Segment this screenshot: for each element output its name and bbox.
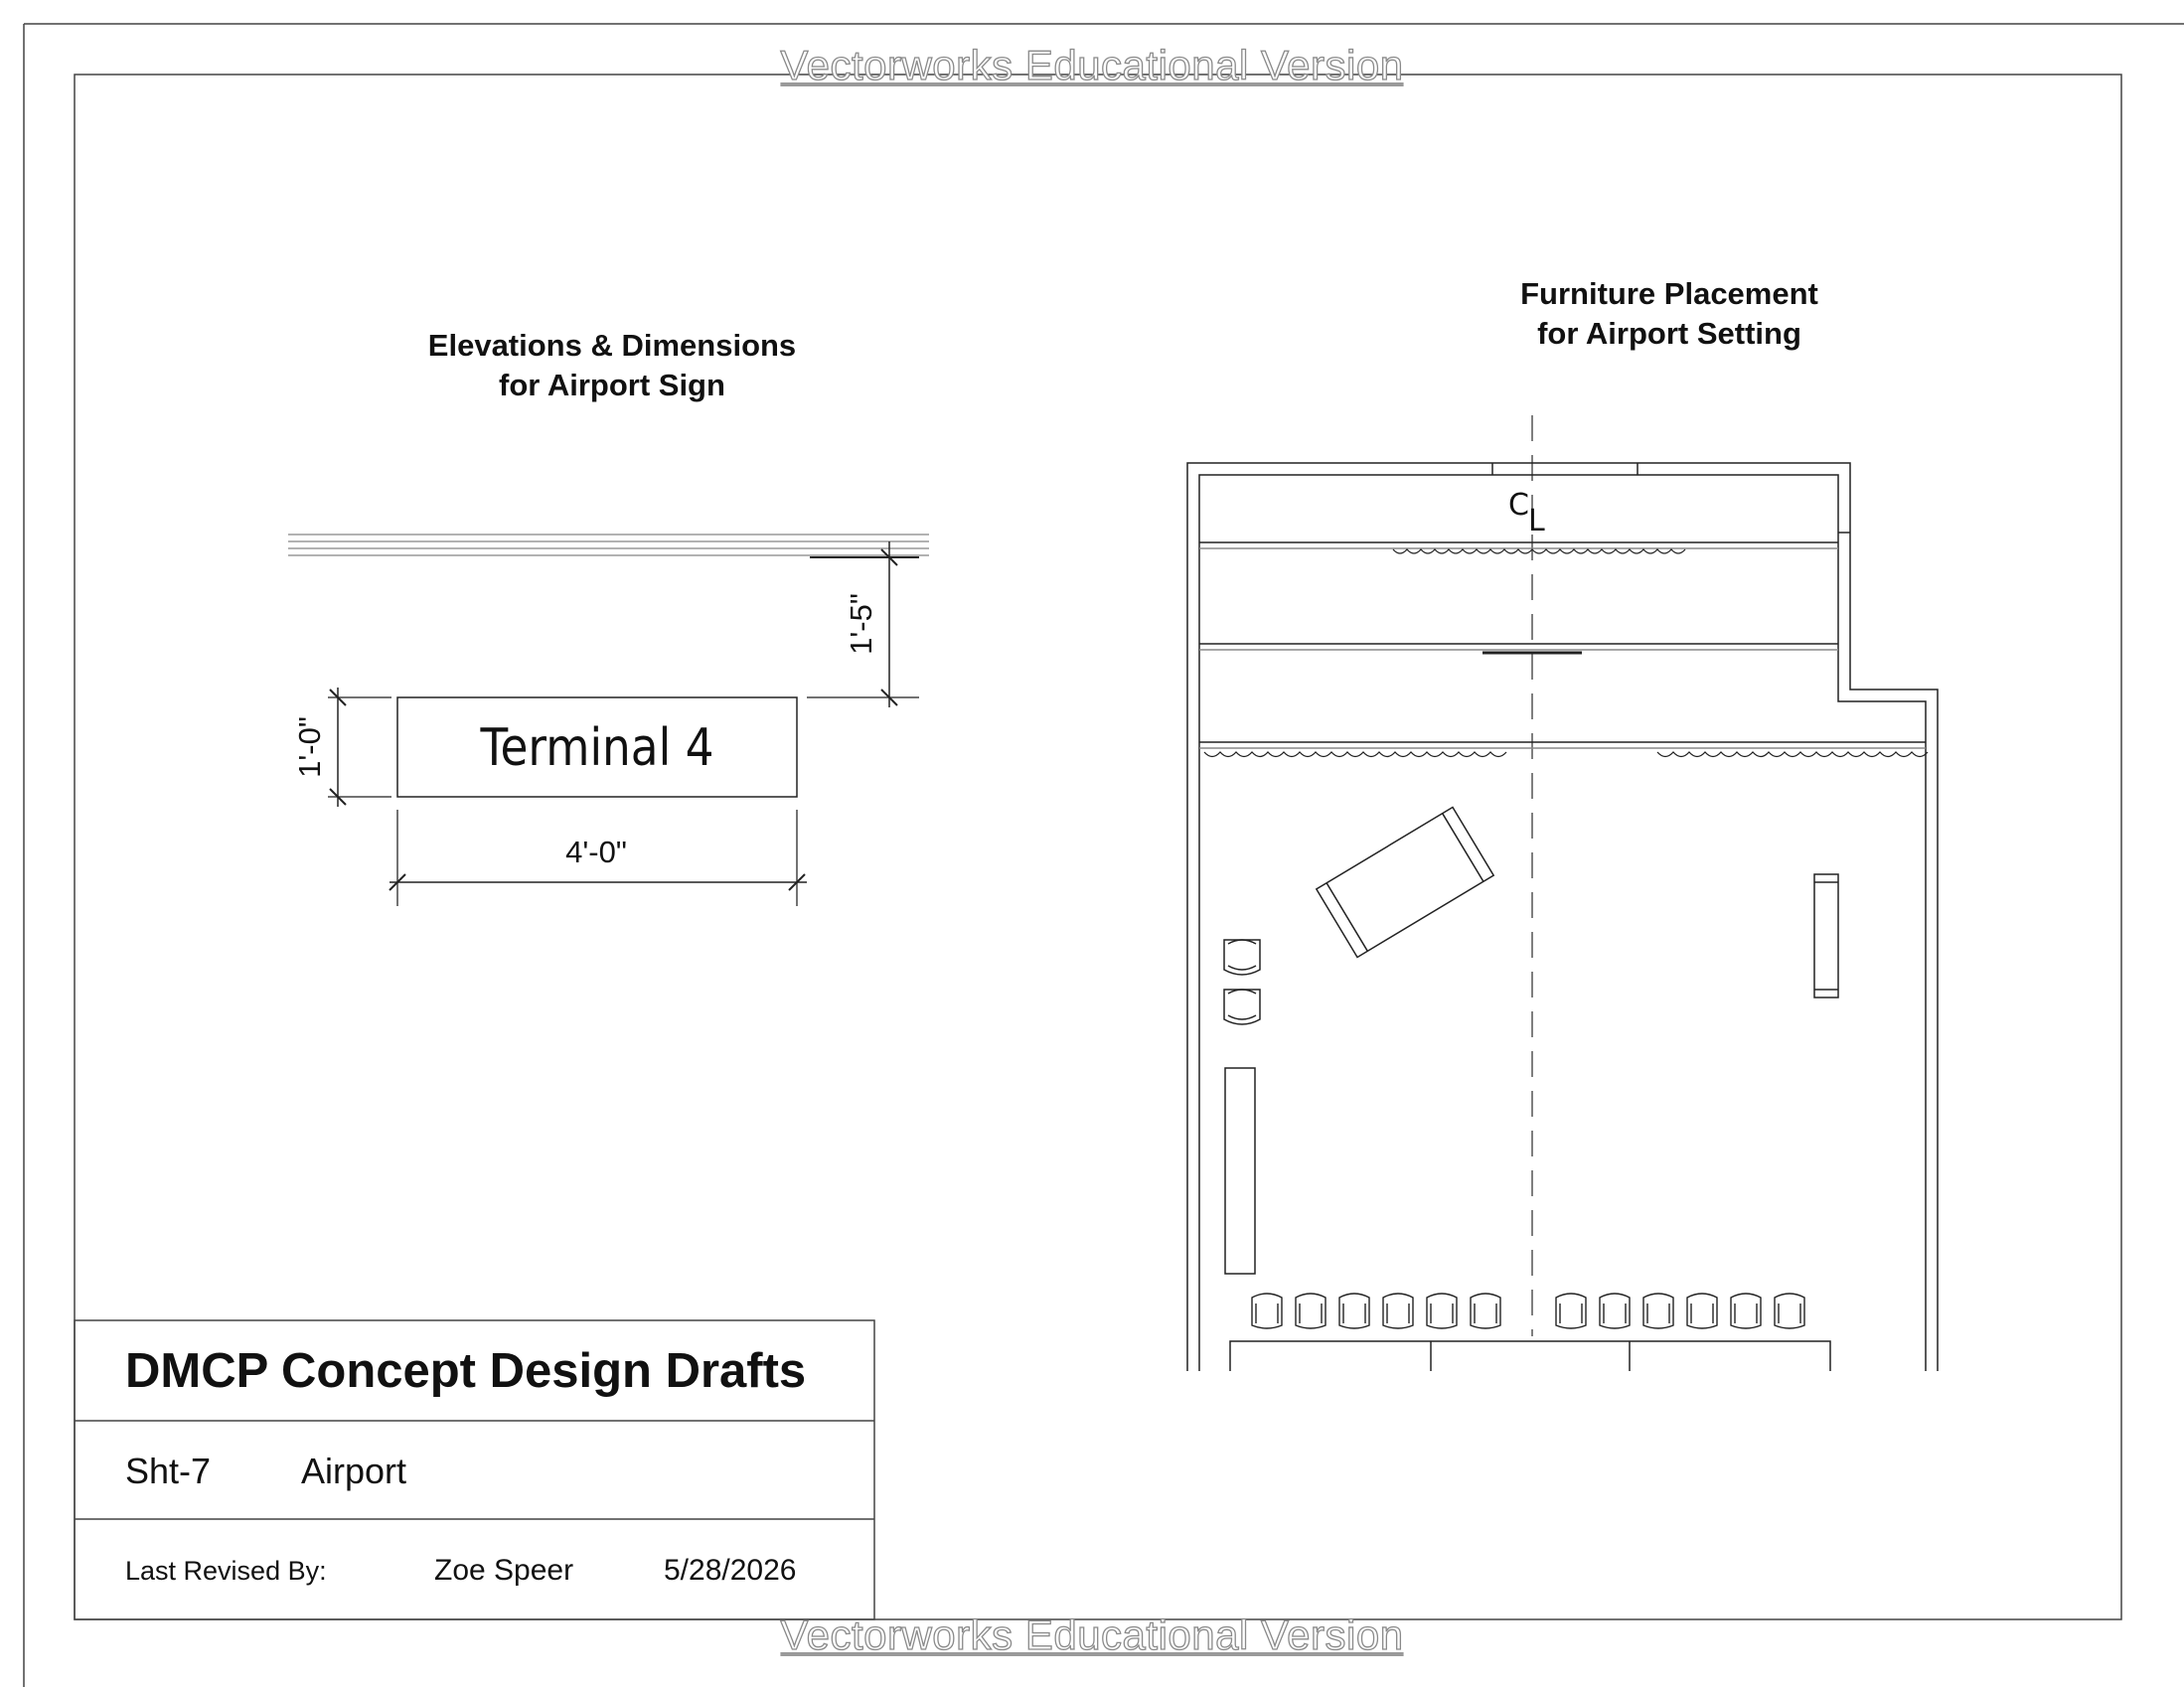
watermark-bottom: Vectorworks Educational Version (780, 1611, 1404, 1658)
plan-title-line1: Furniture Placement (1520, 276, 1818, 311)
side-chair (1224, 940, 1260, 975)
dim-width-label: 4'-0" (565, 835, 627, 869)
centerline-c: C (1508, 488, 1529, 523)
sheet-name: Airport (301, 1451, 407, 1491)
plan-title-line2: for Airport Setting (1537, 316, 1801, 351)
watermark-top: Vectorworks Educational Version (780, 42, 1404, 88)
audience-chairs (1252, 1294, 1804, 1328)
sign-title-line1: Elevations & Dimensions (427, 328, 797, 363)
sign-section-title (364, 326, 860, 405)
curtain (1204, 752, 1506, 757)
side-table (1814, 874, 1838, 997)
centerline-l: L (1528, 504, 1545, 538)
revised-by: Zoe Speer (434, 1554, 574, 1587)
curtain (1393, 549, 1685, 553)
sheet-number: Sht-7 (125, 1451, 212, 1491)
project-title: DMCP Concept Design Drafts (125, 1344, 807, 1398)
side-chair (1224, 990, 1260, 1024)
bench (1225, 1068, 1255, 1274)
sign-text: Terminal 4 (479, 718, 714, 778)
floor-plan (1187, 415, 1938, 1371)
angled-table (1317, 808, 1493, 958)
plan-section-title (1431, 274, 1908, 354)
curtain (1657, 752, 1928, 757)
dim-height-label: 1'-0" (292, 716, 327, 778)
sign-title-line2: for Airport Sign (499, 368, 725, 402)
dim-clearance-label: 1'-5" (844, 593, 878, 655)
revised-date: 5/28/2026 (664, 1554, 797, 1587)
revised-label: Last Revised By: (125, 1556, 327, 1586)
